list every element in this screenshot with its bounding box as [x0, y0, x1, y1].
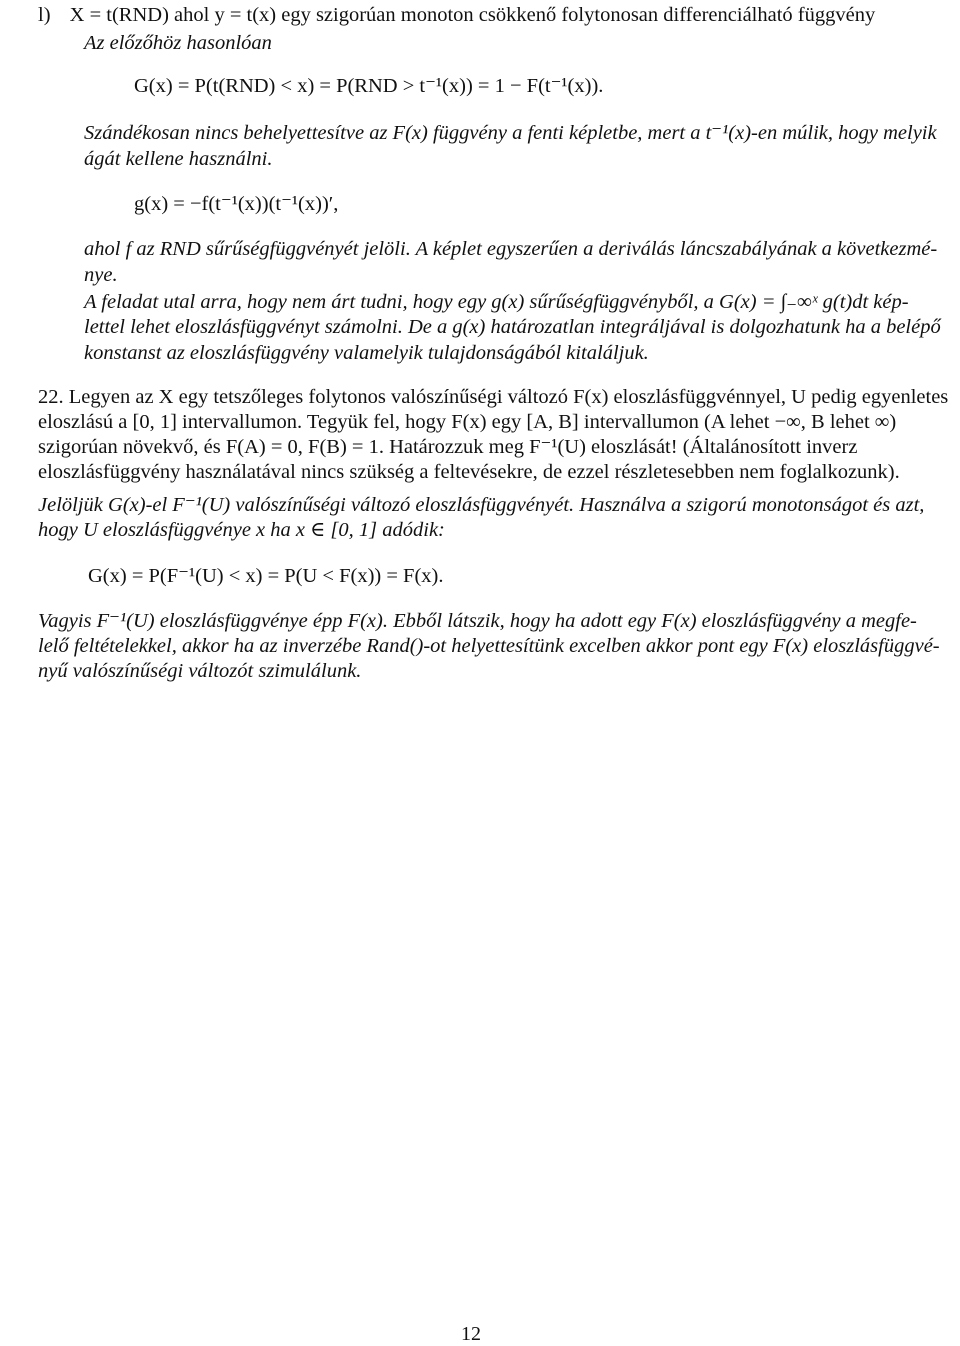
paragraph-line: ahol f az RND sűrűségfüggvényét jelöli. A képlet egyszerűen a deriválás láncszabályának a következmé-: [84, 238, 938, 260]
problem-line: eloszlásfüggvény használatával nincs szükség a feltevésekre, de ezzel részletesebben nem foglalkozunk).: [38, 461, 900, 483]
solution-line: Jelöljük G(x)-el F⁻¹(U) valószínűségi változó eloszlásfüggvényét. Használva a szigorú monotonságot és azt,: [38, 494, 925, 516]
item-title: X = t(RND) ahol y = t(x) egy szigorúan monoton csökkenő folytonosan differenciálható függvény: [69, 4, 876, 26]
paragraph-line: ágát kellene használni.: [84, 148, 273, 170]
paragraph-line: A feladat utal arra, hogy nem árt tudni, hogy egy g(x) sűrűségfüggvényből, a G(x) = ∫₋∞ˣ g(t)dt kép-: [84, 291, 909, 313]
equation-g: g(x) = −f(t⁻¹(x))(t⁻¹(x))′,: [134, 193, 339, 215]
paragraph-line: lettel lehet eloszlásfüggvényt számolni. De a g(x) határozatlan integráljával is dolgozhatunk ha a belépő: [84, 316, 941, 338]
conclusion-line: nyű valószínűségi változót szimulálunk.: [38, 660, 362, 682]
paragraph-line: konstanst az eloszlásfüggvény valamelyik tulajdonságából kitaláljuk.: [84, 342, 649, 364]
conclusion-line: lelő feltételekkel, akkor ha az inverzébe Rand()-ot helyettesítünk excelben akkor pont egy F(x) eloszlásfüggvé-: [38, 635, 940, 657]
equation-G: G(x) = P(t(RND) < x) = P(RND > t⁻¹(x)) = 1 − F(t⁻¹(x)).: [134, 75, 604, 97]
conclusion-line: Vagyis F⁻¹(U) eloszlásfüggvénye épp F(x). Ebből látszik, hogy ha adott egy F(x) eloszlásfüggvény a megfe-: [38, 610, 917, 632]
problem-line: eloszlású a [0, 1] intervallumon. Tegyük fel, hogy F(x) egy [A, B] intervallumon (A lehet −∞, B lehet ∞): [38, 411, 897, 433]
solution-line: hogy U eloszlásfüggvénye x ha x ∈ [0, 1] adódik:: [38, 519, 445, 541]
item-heading: [38, 2, 875, 28]
problem-line: 22. Legyen az X egy tetszőleges folytonos valószínűségi változó F(x) eloszlásfüggvénnyel, U pedig egyenletes: [38, 386, 949, 408]
equation-inverse: G(x) = P(F⁻¹(U) < x) = P(U < F(x)) = F(x).: [88, 565, 444, 587]
paragraph-line: Szándékosan nincs behelyettesítve az F(x) függvény a fenti képletbe, mert a t⁻¹(x)-en múlik, hogy melyik: [84, 122, 937, 144]
intro-line: Az előzőhöz hasonlóan: [84, 32, 272, 54]
paragraph-line: nye.: [84, 264, 118, 286]
problem-line: szigorúan növekvő, és F(A) = 0, F(B) = 1. Határozzuk meg F⁻¹(U) eloszlását! (Általánosított inverz: [38, 436, 858, 458]
item-label: l): [38, 4, 51, 26]
page-number: 12: [461, 1323, 481, 1345]
